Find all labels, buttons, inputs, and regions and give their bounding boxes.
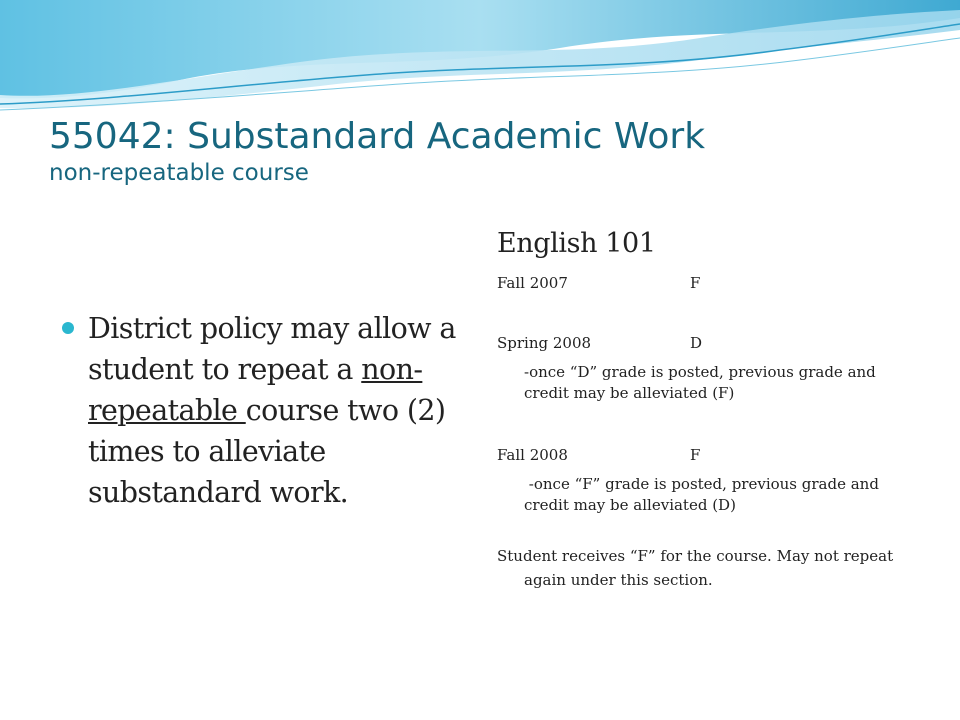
term-row <box>497 274 917 292</box>
course-heading: English 101 <box>497 228 656 259</box>
term-row <box>497 446 917 464</box>
term-row <box>497 334 917 352</box>
bullet-item <box>62 308 462 513</box>
grade-label: F <box>690 274 701 292</box>
term-label: Fall 2008 <box>497 446 568 464</box>
bullet-text <box>88 308 462 513</box>
title-block <box>49 115 929 187</box>
header-wave-decoration <box>0 0 960 120</box>
right-content <box>497 228 917 592</box>
bullet-text-part2: course two (2) times to alleviate substandard work. <box>88 394 446 509</box>
term-note: -once “F” grade is posted, previous grade and credit may be alleviated (D) <box>524 475 884 514</box>
term-label: Spring 2008 <box>497 334 592 352</box>
grade-label: D <box>690 334 703 352</box>
grade-label: F <box>690 446 701 464</box>
bullet-text-part1: District policy may allow a student to repeat a <box>88 312 456 386</box>
slide-title: 55042: Substandard Academic Work <box>49 116 706 157</box>
bullet-icon <box>62 322 74 334</box>
term-label: Fall 2007 <box>497 274 568 292</box>
bullet-text-underlined: non- repeatable <box>88 353 423 427</box>
slide-subtitle: non-repeatable course <box>49 160 309 186</box>
term-note: -once “D” grade is posted, previous grade and credit may be alleviated (F) <box>524 363 876 402</box>
final-note: Student receives “F” for the course. May not repeat again under this section. <box>497 547 894 589</box>
left-content <box>62 308 462 513</box>
